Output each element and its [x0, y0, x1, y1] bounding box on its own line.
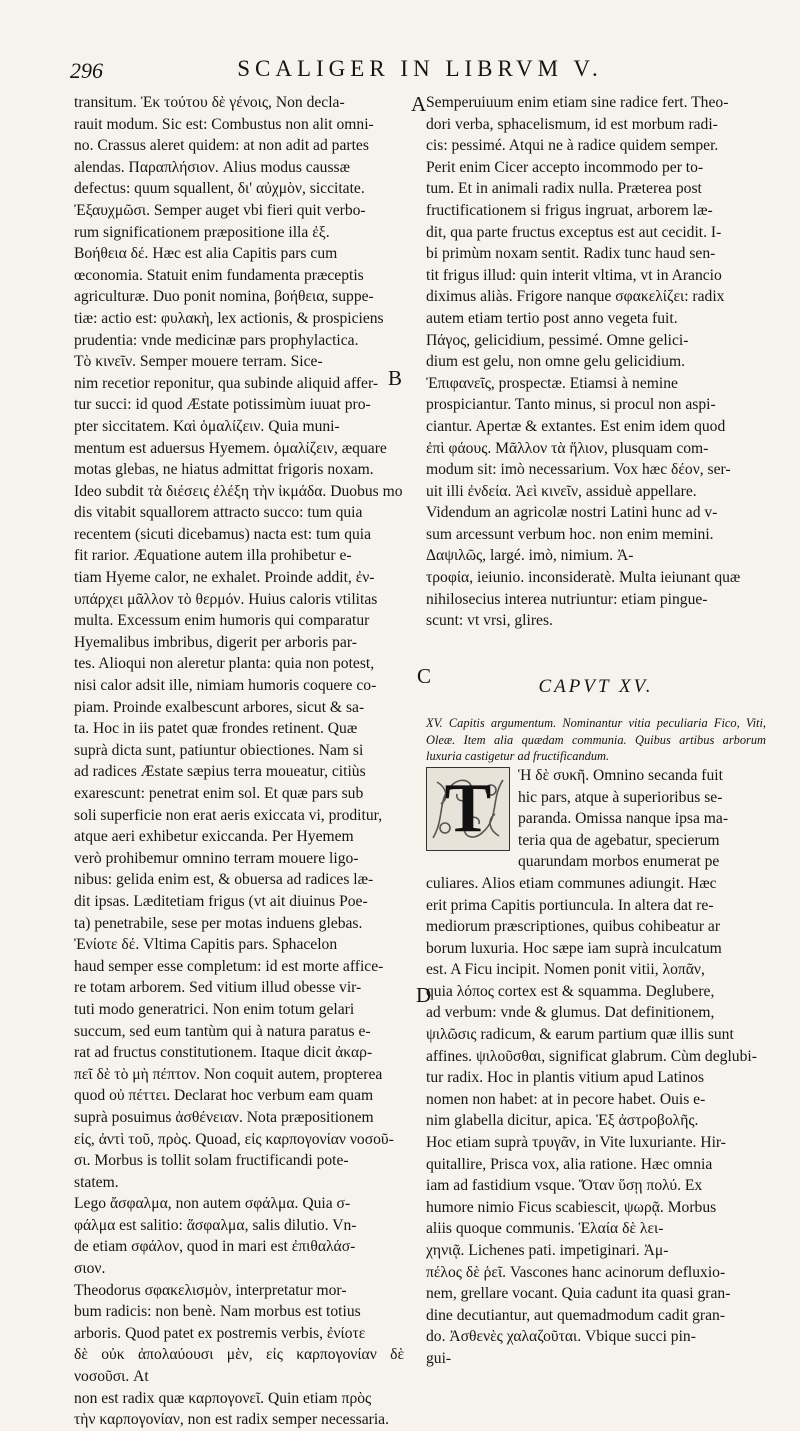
chapter-argument: XV. Capitis argumentum. Nominantur vitia peculiaria Fico, Viti, Oleæ. Item alia quædam communia. Quibus artibus arborum luxuria castigetur ad fructificandum.: [426, 716, 766, 764]
text-line: Ἡ δὲ συκῆ. Omnino secanda fuit: [518, 766, 723, 784]
text-line: haud semper esse completum: id est morte affice-: [74, 957, 384, 975]
text-line: mediorum præscriptiones, quibus cohibeatur ar: [426, 918, 721, 936]
text-line: Βοήθεια δέ. Hæc est alia Capitis pars cum: [74, 245, 338, 263]
text-line: nim glabella dicitur, apica. Ἐξ ἀστροβολῆς.: [426, 1112, 699, 1130]
text-line: σιον.: [74, 1260, 106, 1278]
text-line: ψιλῶσις radicum, & earum partium quæ illis sunt: [426, 1026, 734, 1044]
text-line: alendas. Παραπλήσιον. Alius modus caussæ: [74, 158, 350, 176]
text-line: Videndum an agricolæ nostri Latini hunc ad v-: [426, 504, 718, 522]
text-line: nim recetior reponitur, qua subinde aliquid affer-: [74, 374, 379, 392]
text-line: tur radix. Hoc in plantis vitium apud Latinos: [426, 1069, 705, 1087]
text-line: nomen non habet: at in pecore habet. Ouis e-: [426, 1090, 706, 1108]
text-line: quitallire, Prisca vox, alia ratione. Hæc omnia: [426, 1155, 713, 1173]
chapter-opening: [426, 765, 766, 1370]
margin-letter-b: B: [388, 366, 403, 390]
text-line: recentem (sicuti dicebamus) nacta est: tum quia: [74, 525, 372, 543]
text-line: pter siccitatem. Καὶ ὁμαλίζειν. Quia muni-: [74, 417, 340, 435]
text-line: quia λόπος cortex est & squamma. Deglubere,: [426, 982, 715, 1000]
text-line: tiam Hyeme calor, ne exhalet. Proinde addit, ἐν-: [74, 569, 375, 587]
text-line: rauit modum. Sic est: Combustus non alit omni-: [74, 115, 374, 133]
text-line: ad verbum: vnde & glumus. Dat definitionem,: [426, 1004, 715, 1022]
text-line: uit illi ἐνδεία. Ἀεὶ κινεῖν, assiduè appellare.: [426, 482, 697, 500]
text-line: nisi calor adsit ille, nimiam humoris coquere co-: [74, 677, 377, 695]
text-line: ciantur. Apertæ & extantes. Est enim idem quod: [426, 417, 726, 435]
text-line: arboris. Quod patet ex postremis verbis, ἐνίοτε: [74, 1324, 366, 1342]
text-line: dium est gelu, non omne gelu gelicidium.: [426, 353, 685, 371]
text-line: transitum. Ἐκ τούτου δὲ γένοις, Non decla-: [74, 94, 345, 111]
text-line: ad radices Æstate sæpius terra moueatur, citiùs: [74, 763, 366, 781]
text-line: modum sit: imò necessarium. Vox hæc δέον, ser-: [426, 461, 731, 479]
ornamental-drop-cap: [426, 767, 510, 851]
text-line: dine decutiantur, aut quemadmodum cadit gran-: [426, 1306, 726, 1324]
text-line: τροφία, ieiunio. inconsideratè. Multa ieiunant quæ: [426, 569, 741, 587]
text-line: tuti modo generatrici. Non enim totum gelari: [74, 1000, 355, 1018]
text-line: δὲ οὐκ ἀπολαύουσι μὲν, εἰς καρπογονίαν δὲ νοσοῦσι. At: [74, 1346, 404, 1386]
text-line: ta. Hoc in iis patet quæ frondes retinent. Quæ: [74, 720, 358, 738]
text-line: hic pars, atque à superioribus se-: [518, 788, 723, 806]
text-line: multa. Excessum enim humoris qui comparatur: [74, 612, 370, 630]
chapter-body: [426, 873, 766, 1370]
text-line: do. Ἀσθενὲς χαλαζοῦται. Vbique succi pin-: [426, 1328, 696, 1346]
text-line: Ἐπιφανεῖς, prospectæ. Etiamsi à nemine: [426, 374, 678, 392]
text-line: πέλος δὲ ῥεῖ. Vascones hanc acinorum defluxio-: [426, 1263, 726, 1281]
text-line: culiares. Alios etiam communes adiungit. Hæc: [426, 874, 717, 892]
running-head: SCALIGER IN LIBRVM V.: [237, 56, 603, 81]
text-line: iam ad fastidium vsque. Ὅταν ὕσῃ πολύ. Ex: [426, 1177, 703, 1195]
text-line: Ἐξαυχμῶσι. Semper auget vbi fieri quit verbo-: [74, 201, 366, 219]
text-line: atque aeri exhibetur exiccanda. Per Hyemem: [74, 828, 354, 846]
chapter-title: CAPVT XV.: [538, 675, 654, 697]
text-line: rat ad fructus constitutionem. Itaque dicit ἀκαρ-: [74, 1044, 373, 1062]
text-line: χηνιᾷ. Lichenes pati. impetiginari. Ἀμ-: [426, 1242, 669, 1259]
page-number: 296: [70, 58, 103, 83]
text-line: non est radix quæ καρπογονεῖ. Quin etiam πρὸς: [74, 1389, 372, 1407]
right-column-commentary: [426, 92, 766, 632]
text-line: fructificationem si frigus ingruat, arborem læ-: [426, 201, 713, 219]
text-line: verò prohibemur omnino terram mouere ligo-: [74, 849, 359, 867]
text-line: Theodorus σφακελισμὸν, interpretatur mor-: [74, 1281, 347, 1299]
text-line: φάλμα est salitio: ἄσφαλμα, salis dilutio. Vn-: [74, 1216, 357, 1234]
text-line: tum. Et in animali radix nulla. Præterea post: [426, 180, 702, 198]
text-line: re totam arborem. Sed vitium illud obesse vir-: [74, 979, 362, 997]
text-line: autem etiam tertio post anno vegeta fuit.: [426, 309, 678, 327]
text-line: dori verba, sphacelismum, id est morbum radi-: [426, 115, 718, 133]
text-line: motas glebas, ne hiatus admittat frigoris noxam.: [74, 461, 374, 479]
text-line: ta) penetrabile, sese per motas induens glebas.: [74, 914, 363, 932]
text-line: Semperuiuum enim etiam sine radice fert. Theo-: [426, 94, 729, 111]
text-line: prudentia: vnde medicinæ pars prophylactica.: [74, 331, 359, 349]
text-line: Ἐνίοτε δέ. Vltima Capitis pars. Sphacelon: [74, 936, 338, 954]
text-line: Δαψιλῶς, largé. imò, nimium. Ἀ-: [426, 547, 634, 565]
text-line: υπάρχει μᾶλλον τὸ θερμόν. Huius caloris vtilitas: [74, 590, 378, 608]
text-line: humore nimio Ficus scabiescit, ψωρᾷ. Morbus: [426, 1198, 717, 1216]
text-line: statem.: [74, 1173, 119, 1191]
text-line: est. A Ficu incipit. Nomen ponit vitii, λοπᾶν,: [426, 961, 705, 979]
text-line: scunt: vt vrsi, glires.: [426, 612, 553, 630]
text-line: erit prima Capitis portiuncula. In altera dat re-: [426, 896, 714, 914]
text-line: Πάγος, gelicidium, pessimé. Omne gelici-: [426, 331, 689, 349]
text-line: quod οὐ πέττει. Declarat hoc verbum eam quam: [74, 1087, 374, 1105]
margin-letter-c: C: [417, 664, 432, 688]
text-line: cis: pessimé. Atqui ne à radice quidem semper.: [426, 137, 719, 155]
text-line: Τὸ κινεῖν. Semper mouere terram. Sice-: [74, 353, 323, 371]
text-line: bi primùm noxam sentit. Radix tunc haud sen-: [426, 245, 716, 263]
margin-letter-a: A: [411, 92, 427, 116]
text-line: rum significationem præpositione illa ἐξ.: [74, 223, 330, 241]
text-line: τὴν καρπογονίαν, non est radix semper necessaria.: [74, 1411, 390, 1429]
text-line: Hoc etiam suprà τρυγᾶν, in Vite luxuriante. Hir-: [426, 1134, 727, 1152]
text-line: dit ipsas. Læditetiam frigus (vt ait diuinus Poe-: [74, 892, 368, 910]
text-line: tit frigus illud: quin interit vltima, vt in Arancio: [426, 266, 722, 284]
text-line: Perit enim Cicer accepto incommodo per to-: [426, 158, 704, 176]
text-line: soli superficie non erat aeris exiccata vi, proditur,: [74, 806, 383, 824]
right-column: [426, 92, 766, 1370]
text-line: de etiam σφάλον, quod in mari est ἐπιθαλάσ-: [74, 1238, 356, 1256]
text-line: bum radicis: non benè. Nam morbus est totius: [74, 1303, 361, 1321]
drop-cap-letter: T: [444, 769, 492, 847]
text-line: Hyemalibus imbribus, digerit per arboris par-: [74, 633, 357, 651]
left-column: [74, 92, 404, 1431]
text-line: defectus: quum squallent, δι' αὐχμὸν, siccitate.: [74, 180, 365, 198]
text-line: εἰς, ἀντὶ τοῦ, πρὸς. Quoad, εἰς καρπογονίαν νοσοῦ-: [74, 1130, 394, 1148]
text-line: σι. Morbus is tollit solam fructificandi pote-: [74, 1152, 349, 1170]
text-line: sum arcessunt verbum hoc. non enim memini.: [426, 525, 714, 543]
text-line: tiæ: actio est: φυλακὴ, lex actionis, & prospiciens: [74, 309, 384, 327]
text-line: suprà posuimus ἀσθένειαν. Nota præpositionem: [74, 1108, 374, 1126]
text-line: piam. Proinde exalbescunt arbores, sicut & sa-: [74, 698, 365, 716]
text-line: exarescunt: penetrat enim sol. Et quæ pars sub: [74, 785, 364, 802]
text-line: πεῖ δὲ τὸ μὴ πέπτον. Non coquit autem, propterea: [74, 1065, 383, 1083]
text-line: dit, qua parte fructus exceptus est aut cecidit. I-: [426, 223, 722, 241]
text-line: affines. ψιλοῦσθαι, significat glabrum. Cùm deglubi-: [426, 1047, 757, 1065]
text-line: teria qua de agebatur, specierum: [518, 831, 720, 849]
text-line: suprà dicta sunt, patiuntur obiectiones. Nam si: [74, 741, 364, 759]
text-line: œconomia. Statuit enim fundamenta præceptis: [74, 266, 364, 284]
text-line: nihilosecius interea nutriuntur: etiam pingue-: [426, 590, 708, 608]
text-line: nem, grellare vocant. Quia cadunt ita quasi gran-: [426, 1285, 731, 1303]
text-line: borum luxuria. Hoc sæpe iam suprà inculcatum: [426, 939, 722, 957]
text-line: agriculturæ. Duo ponit nomina, βοήθεια, suppe-: [74, 288, 374, 306]
text-line: dis vitabit squallorem attracto succo: tum quia: [74, 504, 363, 522]
text-line: Ideo subdit τὰ διέσεις ἐλέξη τὴν ἰκμάδα. Duobus mo: [74, 482, 403, 500]
text-line: no. Crassus aleret quidem: at non adit ad partes: [74, 137, 369, 155]
text-line: prospiciantur. Tanto minus, si procul non aspi-: [426, 396, 716, 414]
text-line: tes. Alioqui non aleretur planta: quia non potest,: [74, 655, 375, 673]
page-header: [70, 58, 770, 88]
text-line: Lego ἄσφαλμα, non autem σφάλμα. Quia σ-: [74, 1195, 351, 1213]
text-line: aliis quoque communis. Ἐλαία δὲ λει-: [426, 1220, 664, 1238]
text-line: tur succi: id quod Æstate potissimùm iuuat pro-: [74, 396, 371, 414]
text-line: quarundam morbos enumerat pe: [518, 853, 720, 871]
text-line: mentum est aduersus Hyemem. ὁμαλίζειν, æquare: [74, 439, 387, 457]
text-line: ἐπὶ φάους. Μᾶλλον τὰ ἥλιον, plusquam com-: [426, 439, 709, 457]
text-line: gui-: [426, 1349, 452, 1367]
text-line: fit rarior. Æquatione autem illa prohibetur e-: [74, 547, 352, 565]
text-line: diximus aliàs. Frigore nanque σφακελίζει: radix: [426, 288, 725, 306]
text-line: paranda. Omissa nanque ipsa ma-: [518, 810, 729, 828]
text-line: succum, sed eum tantùm qui à natura paratus e-: [74, 1022, 371, 1040]
text-line: nibus: gelida enim est, & obuersa ad radices læ-: [74, 871, 374, 889]
margin-letter-d: D: [416, 983, 432, 1007]
